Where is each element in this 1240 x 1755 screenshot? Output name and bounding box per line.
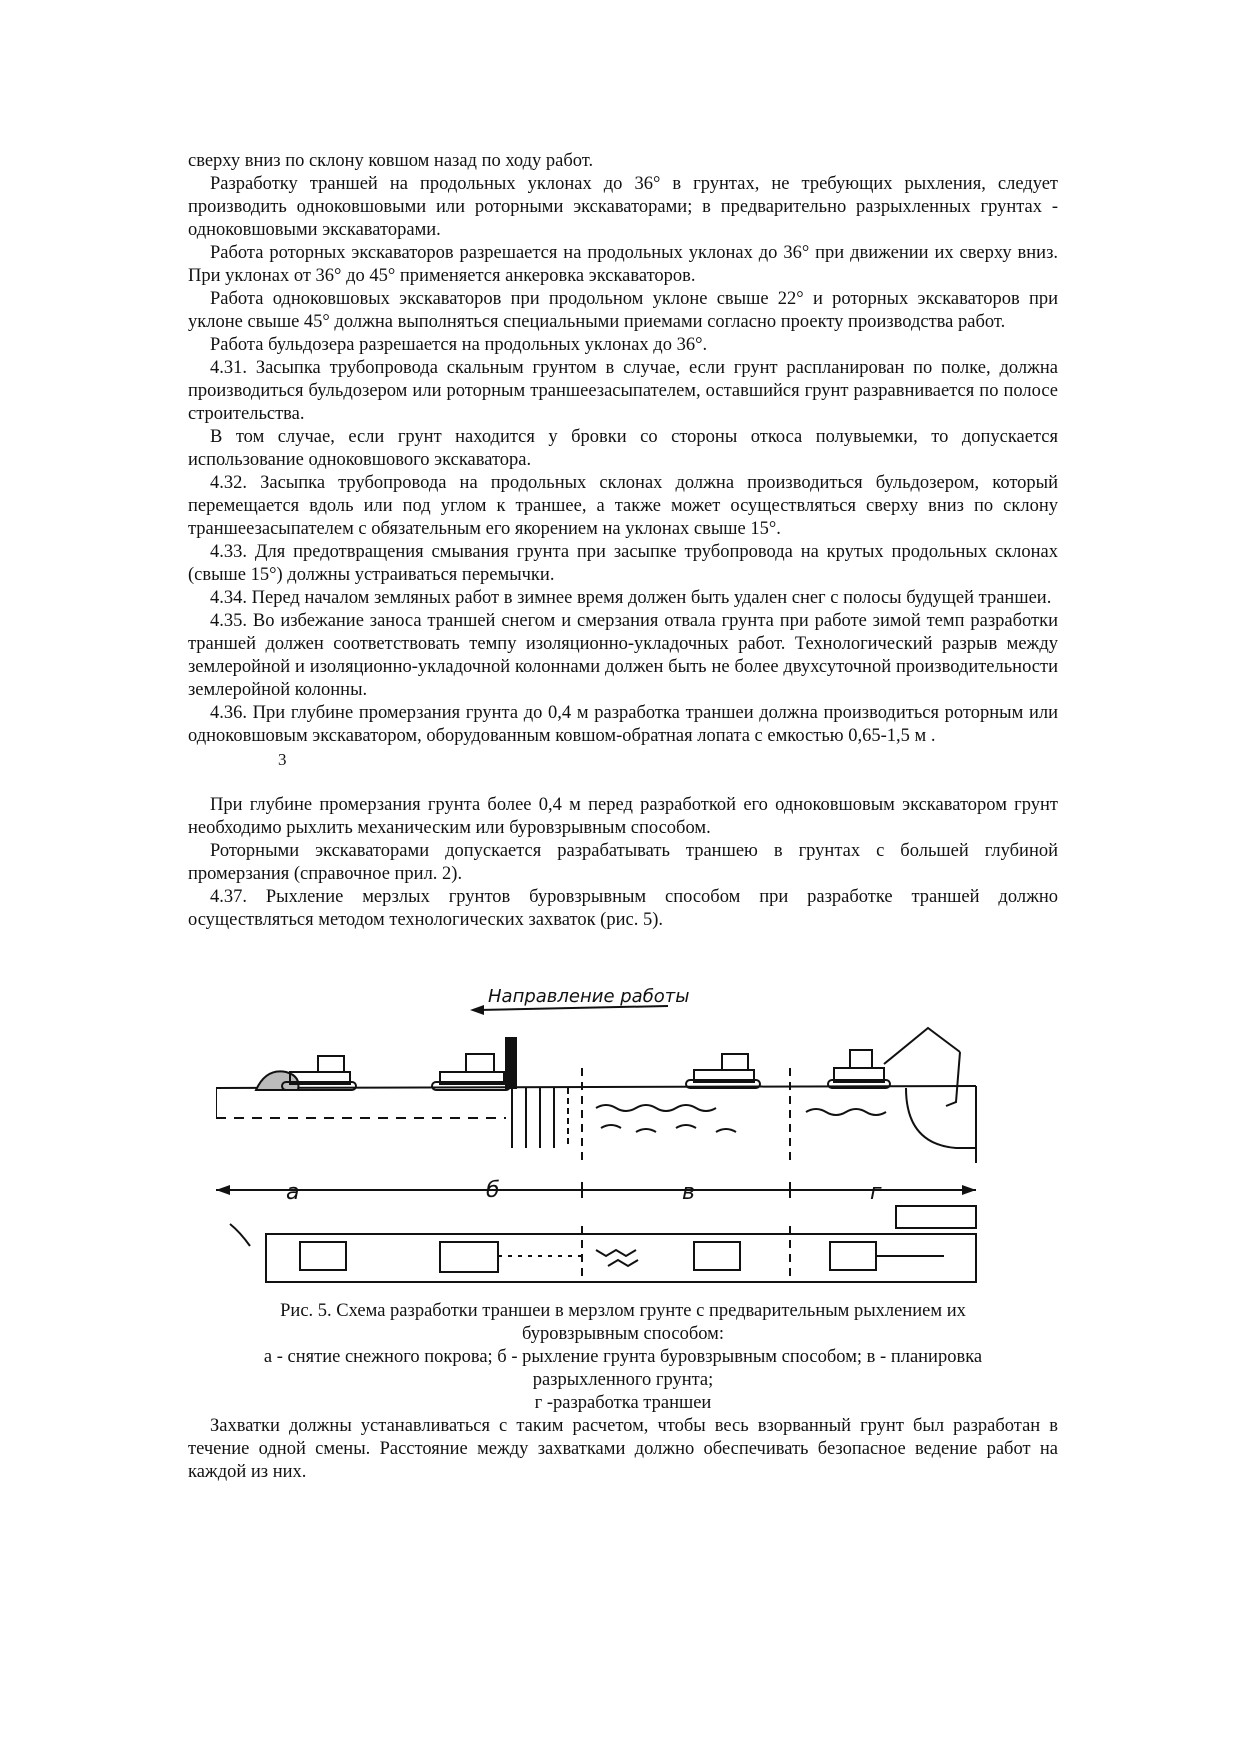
- caption-line-5: г -разработка траншеи: [534, 1393, 712, 1413]
- excavator-arm: [946, 1052, 960, 1106]
- paragraph-11: 4.36. При глубине промерзания грунта до 0,4 м разработка траншеи должна производиться роторным или одноковшовым экскаватором, оборудованным ковшом-обратная лопата с емкостью 0,65-1,5 м .: [188, 703, 1058, 746]
- figure-5: [216, 968, 1058, 1288]
- paragraph-8: 4.33. Для предотвращения смывания грунта при засыпке трубопровода на крутых продольных склонах (свыше 15°) должны устраиваться перемычки.: [188, 542, 1058, 585]
- paragraph-10: 4.35. Во избежание заноса траншей снегом и смерзания отвала грунта при работе зимой темп разработки траншей должен соответствовать темпу изоляционно-укладочных работ. Технологический разрыв между землеройной и изоляционно-укладочной колоннами должен быть не более двухсуточной производительности землеройной колонны.: [188, 611, 1058, 700]
- paragraph-12: При глубине промерзания грунта более 0,4 м перед разработкой его одноковшовым экскаватором грунт необходимо рыхлить механическим или буровзрывным способом.: [188, 795, 1058, 838]
- caption-line-1: Рис. 5. Схема разработки траншеи в мерзлом грунте с предварительным рыхлением их: [280, 1301, 966, 1321]
- loosened-soil-c: [596, 1105, 716, 1111]
- direction-label: Направление работы: [488, 986, 690, 1007]
- section-label-b: б: [486, 1178, 500, 1203]
- drill-rig-cab: [466, 1054, 494, 1072]
- bulldozer-c-cab: [722, 1054, 748, 1070]
- paragraph-0: сверху вниз по склону ковшом назад по ходу работ.: [188, 151, 594, 171]
- plan-excavator: [830, 1242, 876, 1270]
- figure-caption: [188, 1300, 1058, 1415]
- superscript-three: 3: [278, 750, 287, 769]
- paragraph-1: Разработку траншей на продольных уклонах до 36° в грунтах, не требующих рыхления, следует производить одноковшовыми или роторными экскаваторами; в предварительно разрыхленных грунтах - одноковшовыми экскаваторами.: [188, 174, 1058, 240]
- paragraph-9: 4.34. Перед началом земляных работ в зимнее время должен быть удален снег с полосы будущей траншеи.: [210, 588, 1052, 608]
- paragraph-5: 4.31. Засыпка трубопровода скальным грунтом в случае, если грунт распланирован по полке, должна производиться бульдозером или роторным траншеезасыпателем, оставшийся грунт разравнивается по полосе строительства.: [188, 358, 1058, 424]
- paragraph-6: В том случае, если грунт находится у бровки со стороны откоса полувыемки, то допускается использование одноковшового экскаватора.: [188, 427, 1058, 470]
- trench-profile: [906, 1088, 976, 1148]
- direction-arrowhead: [470, 1005, 484, 1015]
- excavator-cab: [850, 1050, 872, 1068]
- caption-line-2: буровзрывным способом:: [521, 1324, 725, 1344]
- caption-line-4: разрыхленного грунта;: [532, 1370, 714, 1390]
- caption-line-3: а - снятие снежного покрова; б - рыхление грунта буровзрывным способом; в - планировка: [263, 1347, 983, 1367]
- superscript-row: [188, 748, 1058, 794]
- excavator-boom: [884, 1028, 960, 1064]
- bulldozer-a-cab: [318, 1056, 344, 1072]
- document-page: [188, 150, 1058, 1484]
- plan-pipe-section: [896, 1206, 976, 1228]
- snow-pile: [256, 1071, 299, 1090]
- paragraph-2: Работа роторных экскаваторов разрешается на продольных уклонах до 36° при движении их сверху вниз. При уклонах от 36° до 45° применяется анкеровка экскаваторов.: [188, 243, 1058, 286]
- section-label-d: г: [870, 1180, 882, 1205]
- paragraph-3: Работа одноковшовых экскаваторов при продольном уклоне свыше 22° и роторных экскаваторов при уклоне свыше 45° должна выполняться специальными приемами согласно проекту производства работ.: [188, 289, 1058, 332]
- paragraph-4: Работа бульдозера разрешается на продольных уклонах до 36°.: [210, 335, 708, 355]
- plan-bulldozer-a: [300, 1242, 346, 1270]
- closing-paragraph: Захватки должны устанавливаться с таким расчетом, чтобы весь взорванный грунт был разработан в течение одной смены. Расстояние между захватками должно обеспечивать безопасное ведение работ на каждой из них.: [188, 1416, 1058, 1482]
- plan-bulldozer-c: [694, 1242, 740, 1270]
- section-label-a: а: [286, 1180, 300, 1205]
- trench-scheme-diagram: [216, 968, 1056, 1288]
- paragraph-7: 4.32. Засыпка трубопровода на продольных склонах должна производиться бульдозером, который перемещается вдоль или под углом к траншее, а также может осуществляться сверху вниз по склону траншеезасыпателем с обязательным его якорением на уклонах свыше 15°.: [188, 473, 1058, 539]
- drill-mast: [506, 1038, 516, 1088]
- paragraph-13: Роторными экскаваторами допускается разрабатывать траншею в грунтах с большей глубиной промерзания (справочное прил. 2).: [188, 841, 1058, 884]
- paragraph-14: 4.37. Рыхление мерзлых грунтов буровзрывным способом при разработке траншей должно осуществляться методом технологических захваток (рис. 5).: [188, 887, 1058, 930]
- plan-drill-rig: [440, 1242, 498, 1272]
- section-label-c: в: [682, 1180, 695, 1205]
